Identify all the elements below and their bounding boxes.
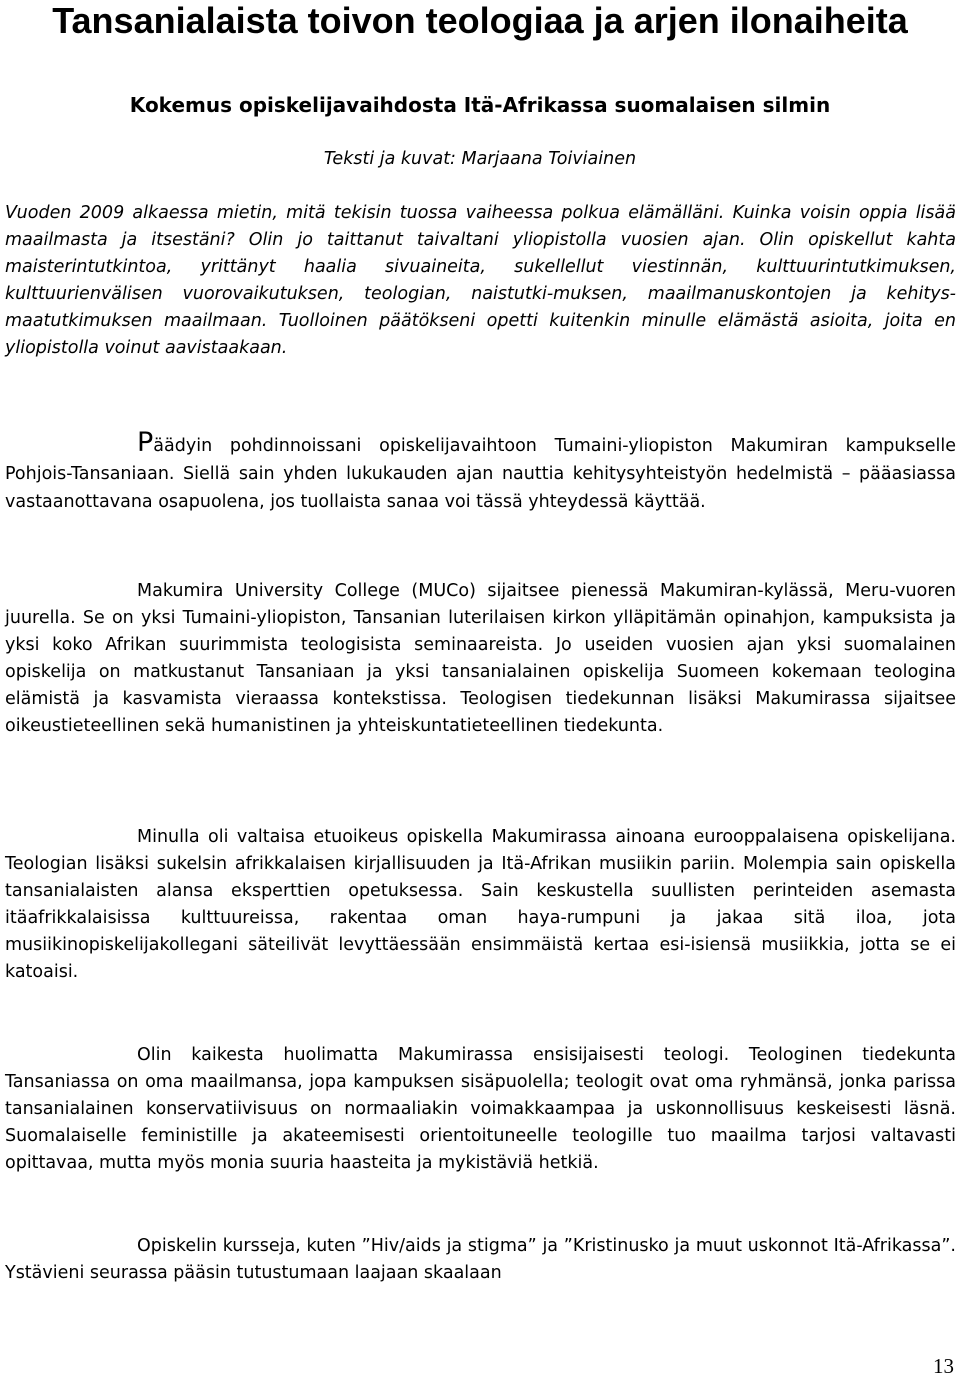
paragraph-3	[5, 824, 956, 986]
intro-paragraph: Vuoden 2009 alkaessa mietin, mitä tekisin tuossa vaiheessa polkua elämälläni. Kuinka voisin oppia lisää maailmasta ja itsestäni? Olin jo taittanut taivaltani yliopistolla vuosien ajan. Olin opiskellut kahta maisterintutkintoa, yrittänyt haalia sivuaineita, sukellellut viestinnän, kulttuurintutkimuksen, kulttuurienvälisen vuorovaikutuksen, teologian, naistutki-muksen, maailmanuskontojen ja kehitys-maatutkimuksen maailmaan. Tuolloinen päätökseni opetti kuitenkin minulle elämästä asioita, joita en yliopistolla voinut aavistaakaan.	[5, 203, 956, 358]
paragraph-2	[5, 578, 956, 740]
paragraph-1	[5, 429, 956, 516]
paragraph-5-text: Opiskelin kursseja, kuten ”Hiv/aids ja stigma” ja ”Kristinusko ja muut uskonnot Itä-Afrikassa”. Ystävieni seurassa pääsin tutustumaan laajaan skaalaan	[5, 1236, 956, 1283]
article-subtitle: Kokemus opiskelijavaihdosta Itä-Afrikassa suomalaisen silmin	[129, 93, 831, 117]
byline: Teksti ja kuvat: Marjaana Toiviainen	[323, 149, 637, 169]
paragraph-4-text: Olin kaikesta huolimatta Makumirassa ensisijaisesti teologi. Teologinen tiedekunta Tansaniassa on oma maailmansa, jopa kampuksen sisäpuolella; teologit ovat oma ryhmänsä, jonka parissa tansanialainen konservatiivisuus on normaaliakin voimakkaampaa ja uskonnollisuus keskeisesti läsnä. Suomalaiselle feministille ja akateemisesti orientoituneelle teologille tuo maailma tarjosi valtavasti opittavaa, mutta myös monia suuria haasteita ja mykistäviä hetkiä.	[5, 1045, 956, 1173]
paragraph-2-text: Makumira University College (MUCo) sijaitsee pienessä Makumiran-kylässä, Meru-vuoren juurella. Se on yksi Tumaini-yliopiston, Tansanian luterilaisen kirkon ylläpitämän opinahjon, kampuksista ja yksi koko Afrikan suurimmista teologisista seminaareista. Jo useiden vuosien ajan yksi suomalainen opiskelija on matkustanut Tansaniaan ja yksi tansanialainen opiskelija Suomeen kokemaan teologina elämistä ja kasvamista vieraassa kontekstissa. Teologisen tiedekunnan lisäksi Makumirassa sijaitsee oikeustieteellinen sekä humanistinen ja yhteiskuntatieteellinen tiedekunta.	[5, 581, 956, 736]
paragraph-4	[5, 1042, 956, 1177]
paragraph-1-text: äädyin pohdinnoissani opiskelijavaihtoon Tumaini-yliopiston Makumiran kampukselle Pohjois-Tansaniaan. Siellä sain yhden lukukauden ajan nauttia kehitysyhteistyön hedelmistä – pääasiassa vastaanottavana osapuolena, jos tuollaista sanaa voi tässä yhteydessä käyttää.	[5, 436, 956, 512]
paragraph-5	[5, 1233, 956, 1287]
article-title: Tansanialaista toivon teologiaa ja arjen ilonaiheita	[52, 0, 908, 41]
paragraph-3-text: Minulla oli valtaisa etuoikeus opiskella Makumirassa ainoana eurooppalaisena opiskelijana. Teologian lisäksi sukelsin afrikkalaisen kirjallisuuden ja Itä-Afrikan musiikin pariin. Molempia sain opiskella tansanialaisten alansa eksperttien opetuksessa. Sain keskustella suullisten perinteiden asemasta itäafrikkalaisissa kulttuureissa, rakentaa oman haya-rumpuni ja jakaa sitä iloa, jota musiikinopiskelijakollegani säteilivät levyttäessään ensimmäistä kertaa esi-isiensä musiikkia, jotta se ei katoaisi.	[5, 827, 956, 982]
drop-initial: P	[137, 427, 154, 458]
page-number: 13	[933, 1354, 954, 1378]
